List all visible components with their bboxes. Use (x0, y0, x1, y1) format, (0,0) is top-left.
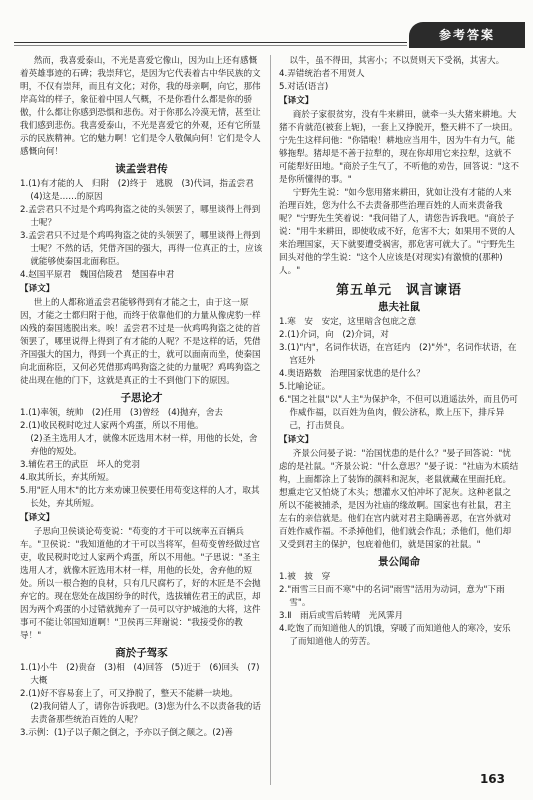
answer-item: 2."雨雪三日而不寒"中的名词"雨雪"活用为动词，意为"下雨雪"。 (279, 585, 505, 608)
answer-item: 4.取其所长，弃其所短。 (20, 473, 115, 483)
translation-label: 【译文】 (279, 435, 314, 445)
header-rule (14, 42, 407, 43)
section-title-jinggong-wenming: 景公闻命 (378, 556, 420, 568)
answer-item: 2.(1)好不容易套上了，可又挣脱了，整天不能耕一块地。 (20, 689, 239, 699)
right-column (279, 55, 519, 790)
translation-text: 子思向卫侯谈论苟变说："苟变的才干可以统率五百辆兵车。"卫侯说："我知道他的才干可以当将军，但苟变曾经做过官吏，收民税时吃过人家两个鸡蛋，所以不用他。"子思说："圣主选用人才，就像木匠选用木材一样，用他的长处，舍弃他的短处。所以一根合抱的良材，只有几尺腐朽了，好的木匠是不会抛弃它的。现在您处在战国纷争的时代，选拔辅佐君王的武臣，却因为两个鸡蛋的小过错就抛弃了一员可以守护城池的大将，这件事可不能让邻国知道啊！"卫侯再三拜谢说："我接受你的教导！" (20, 527, 261, 641)
translation-text: 齐景公问晏子说："治国忧患的是什么？"晏子回答说："忧虑的是社鼠。"齐景公说："什么意思？"晏子说："社庙为木质结构，上面都涂上了装饰的颜料和泥灰，老鼠就藏在里面托庇。想熏走它又怕烧了木头；想灌水又怕冲坏了泥灰。这种老鼠之所以不能被捕杀，是因为社庙的缘故啊。国家也有社鼠，君主左右的亲信就是。他们在宫内就对君主隐瞒善恶，在宫外就对百姓作威作福。不杀掉他们，他们就会作乱；杀他们，他们却又受到君主的保护，包庇着他们，就是国家的社鼠。" (279, 449, 519, 550)
section-title-zisi-luncai: 子思论才 (120, 392, 163, 404)
section-title-du-mengchangjun: 读孟尝君传 (115, 163, 168, 175)
answer-item: 4.奥语路数 治理国家忧患的是什么？ (279, 369, 425, 379)
header-rule-thin (14, 45, 407, 46)
answer-item: 5.对话(语言) (279, 82, 329, 92)
translation-text: 宁野先生说："如今您用猪来耕田，犹如让没有才能的人来治理百姓，您为什么不去责备那些治理百姓的人而来责备我呢？"宁野先生笑着说："我问错了人，请您告诉我吧。"商於子说："用牛来耕田，即使收成不好，危害不大；如果用不贤的人来治理国家，天下就要遭受祸害，那危害可就大了。"宁野先生回头对他的学生说："这个人应该是(对现实)有激愤的(那种)人。" (279, 188, 515, 276)
answer-item: 2.孟尝君只不过是个鸡鸣狗盗之徒的头领罢了，哪里谈得上得到士呢？ (20, 205, 261, 228)
left-column (20, 55, 263, 790)
translation-label: 【译文】 (20, 284, 55, 294)
section-title-huanfu-shešu: 患夫社鼠 (378, 301, 420, 313)
answer-item: 1.(1)小牛 (2)贵奋 (3)相 (4)回答 (5)近于 (6)回头 (7)大概 (20, 663, 260, 686)
page-header (14, 12, 525, 48)
answer-item: (2)圣主选用人才，就像木匠选用木材一样，用他的长处，舍弃他的短处。 (30, 434, 258, 457)
unit-title: 第五单元 讽言谏语 (335, 283, 462, 298)
answer-item: 5.用"匠人用木"的比方来劝谏卫侯要任用苟变这样的人才，取其长处，弃其所短。 (20, 486, 260, 509)
intro-paragraph: 然而，我喜爱泰山，不光是喜爱它像山，因为山上还有感慨着英雄事迹的石碑；我崇拜它，是因为它代表着古中华民族的文明，不仅有崇拜，而且有文化；对你，我的母亲啊，向它，那伟岸高耸的样子，象征着中国人气概，不是你看什么都是你的骄傲，什么都让你感到恐惧和悲伤。对于你那么冷漠无情，甚至让我们感到悲伤。我喜爱泰山，不光是喜爱它的外观，还有它所显示的民族精神。它的魅力啊！它们是令人敬佩向何！它们是令人感慨向何！ (20, 56, 261, 157)
translation-label: 【译文】 (20, 513, 55, 523)
answer-item: 4.吃饱了而知道他人的饥饿，穿暖了而知道他人的寒冷，安乐了而知道他人的劳苦。 (279, 624, 511, 647)
column-divider (270, 55, 271, 785)
answer-item: 2.(1)收民税时吃过人家两个鸡蛋，所以不用他。 (20, 421, 204, 431)
answer-item: 5.比喻论证。 (279, 382, 331, 392)
answer-item: 1.寒 安 安定，这里暗含包庇之意 (279, 317, 417, 327)
answer-item: 2.(1)介词，向 (2)介词，对 (279, 330, 389, 340)
answer-item: 3.示例：(1)子以子颠之倒之，予亦以子倒之颠之。(2)善 (20, 728, 234, 738)
answer-key-tab: 参考答案 (409, 22, 525, 48)
section-title-shangyuzi: 商於子驾豕 (115, 647, 168, 659)
translation-text: 商於子家很贫穷，没有牛来耕田，就牵一头大猪来耕地。大猪不肯就范(被套上轭)，一套上又挣脱开，整天耕不了一块田。宁先生这样问他："你错啦！耕地应当用牛，因为牛有力气，能够拖犁。猪却是不善于拉犁的，现在你却用它来拉犁，这就不可能犁好田地。"商於子生气了，不听他的劝告，回答说："这不是你所懂得的事。" (279, 110, 519, 185)
answer-item: 3.(1)"内"，名词作状语，在宫廷内 (2)"外"，名词作状语，在宫廷外 (279, 343, 517, 366)
answer-item: 3.Ⅱ 雨后或雪后转晴 光风霁月 (279, 611, 404, 621)
answer-item: 4.弄错统治者不用贤人 (279, 69, 365, 79)
answer-item: 3.辅佐君王的武臣 坏人的党羽 (20, 460, 140, 470)
answer-item: 3.孟尝君只不过是个鸡鸣狗盗之徒的头领罢了，哪里谈得上得到士呢？不然的话，凭借齐国的强大，再得一位真正的士，应该就能够使秦国北面称臣。 (20, 231, 263, 267)
answer-item: 1.(1)有才能的人 归附 (2)终于 逃脱 (3)代词，指孟尝君 (4)这是……的原因 (20, 179, 263, 202)
answer-item: (2)我问错人了，请你告诉我吧。(3)您为什么不以责备我的话去责备那些统治百姓的人呢？ (30, 702, 261, 725)
translation-text: 世上的人都称道孟尝君能够得到有才能之士，由于这一原因，才能之士都归附于他，而终于依靠他们的力量从像虎豹一样凶残的秦国逃脱出来。唉！孟尝君不过是一伙鸡鸣狗盗之徒的首领罢了，哪里说得上得到了有才能的人呢？不是这样的话，凭借齐国强大的国力，得到一个真正的士，就可以面南而坐，使秦国向北面称臣，又何必凭借那鸡鸣狗盗之徒的力量呢？鸡鸣狗盗之徒出现在他的门下，这就是真正的士不到他门下的原因。 (20, 298, 261, 386)
answer-item: 1.被 披 穿 (279, 572, 331, 582)
answer-item: 1.(1)率领，统帅 (2)任用 (3)曾经 (4)抛弃，舍去 (20, 408, 223, 418)
translation-label: 【译文】 (279, 96, 314, 106)
answer-item: 6."国之社鼠"以"人主"为保护伞，不但可以逍遥法外，而且仍可作威作福，以百姓为鱼肉，假公济私，欺上压下，排斥异己，打击贤良。 (279, 395, 518, 431)
answer-item: 4.赵国平原君 魏国信陵君 楚国春申君 (20, 270, 175, 280)
page-number: 163 (479, 772, 505, 786)
answer-item: 以牛，虽不得田，其害小；不以贤则天下受祸，其害大。 (289, 56, 505, 66)
